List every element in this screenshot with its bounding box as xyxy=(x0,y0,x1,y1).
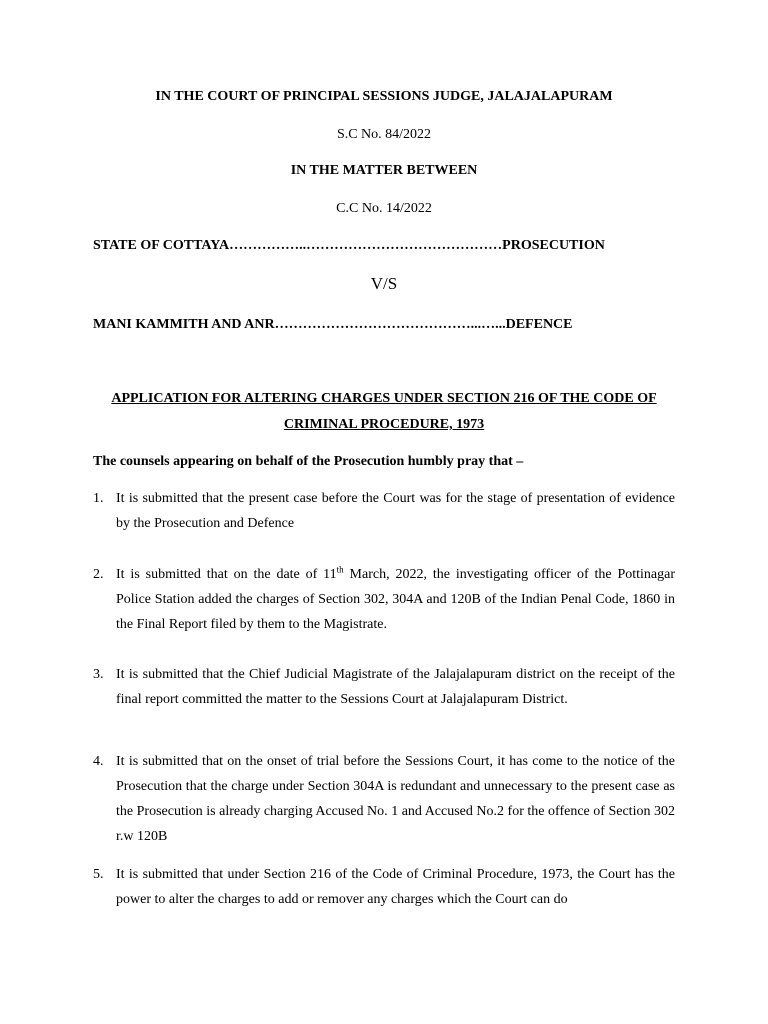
list-item xyxy=(93,862,675,912)
list-item xyxy=(93,486,675,536)
list-item xyxy=(93,749,675,849)
court-title: IN THE COURT OF PRINCIPAL SESSIONS JUDGE, JALAJALAPURAM xyxy=(155,89,613,104)
prosecution-party-line: STATE OF COTTAYA……………..……………………………………PROSECUTION xyxy=(93,238,605,253)
sc-number: S.C No. 84/2022 xyxy=(336,127,432,142)
item-text: It is submitted that under Section 216 of the Code of Criminal Procedure, 1973, the Court has the power to alter the charges to add or remover any charges which the Court can do xyxy=(116,867,675,907)
item-text: It is submitted that on the onset of trial before the Sessions Court, it has come to the notice of the Prosecution that the charge under Section 304A is redundant and unnecessary to the present case as the Prosecution is already charging Accused No. 1 and Accused No.2 for the offence of Section 302 r.w 120B xyxy=(116,754,675,844)
list-item xyxy=(93,662,675,712)
versus-label: V/S xyxy=(370,274,398,293)
prayer-intro: The counsels appearing on behalf of the Prosecution humbly pray that – xyxy=(93,454,524,469)
item-number: 1. xyxy=(93,491,104,506)
item-number: 2. xyxy=(93,567,104,582)
matter-between-heading: IN THE MATTER BETWEEN xyxy=(290,163,478,178)
cc-number: C.C No. 14/2022 xyxy=(336,201,432,216)
item-text: It is submitted that on the date of 11th March, 2022, the investigating officer of the Pottinagar Police Station added the charges of Section 302, 304A and 120B of the Indian Penal Code, 1860 in the Final Report filed by them to the Magistrate. xyxy=(116,564,676,632)
application-title: APPLICATION FOR ALTERING CHARGES UNDER SECTION 216 OF THE CODE OF CRIMINAL PROCEDURE, 1973 xyxy=(111,391,657,432)
item-number: 4. xyxy=(93,754,104,769)
item-text: It is submitted that the present case before the Court was for the stage of presentation of evidence by the Prosecution and Defence xyxy=(116,491,675,531)
defence-party-line: MANI KAMMITH AND ANR……………………………………...…...DEFENCE xyxy=(93,317,573,332)
item-text: It is submitted that the Chief Judicial Magistrate of the Jalajalapuram district on the receipt of the final report committed the matter to the Sessions Court at Jalajalapuram District. xyxy=(116,667,675,707)
list-item xyxy=(93,562,675,637)
item-number: 5. xyxy=(93,867,104,882)
superscript: th xyxy=(336,564,344,575)
item-number: 3. xyxy=(93,667,104,682)
